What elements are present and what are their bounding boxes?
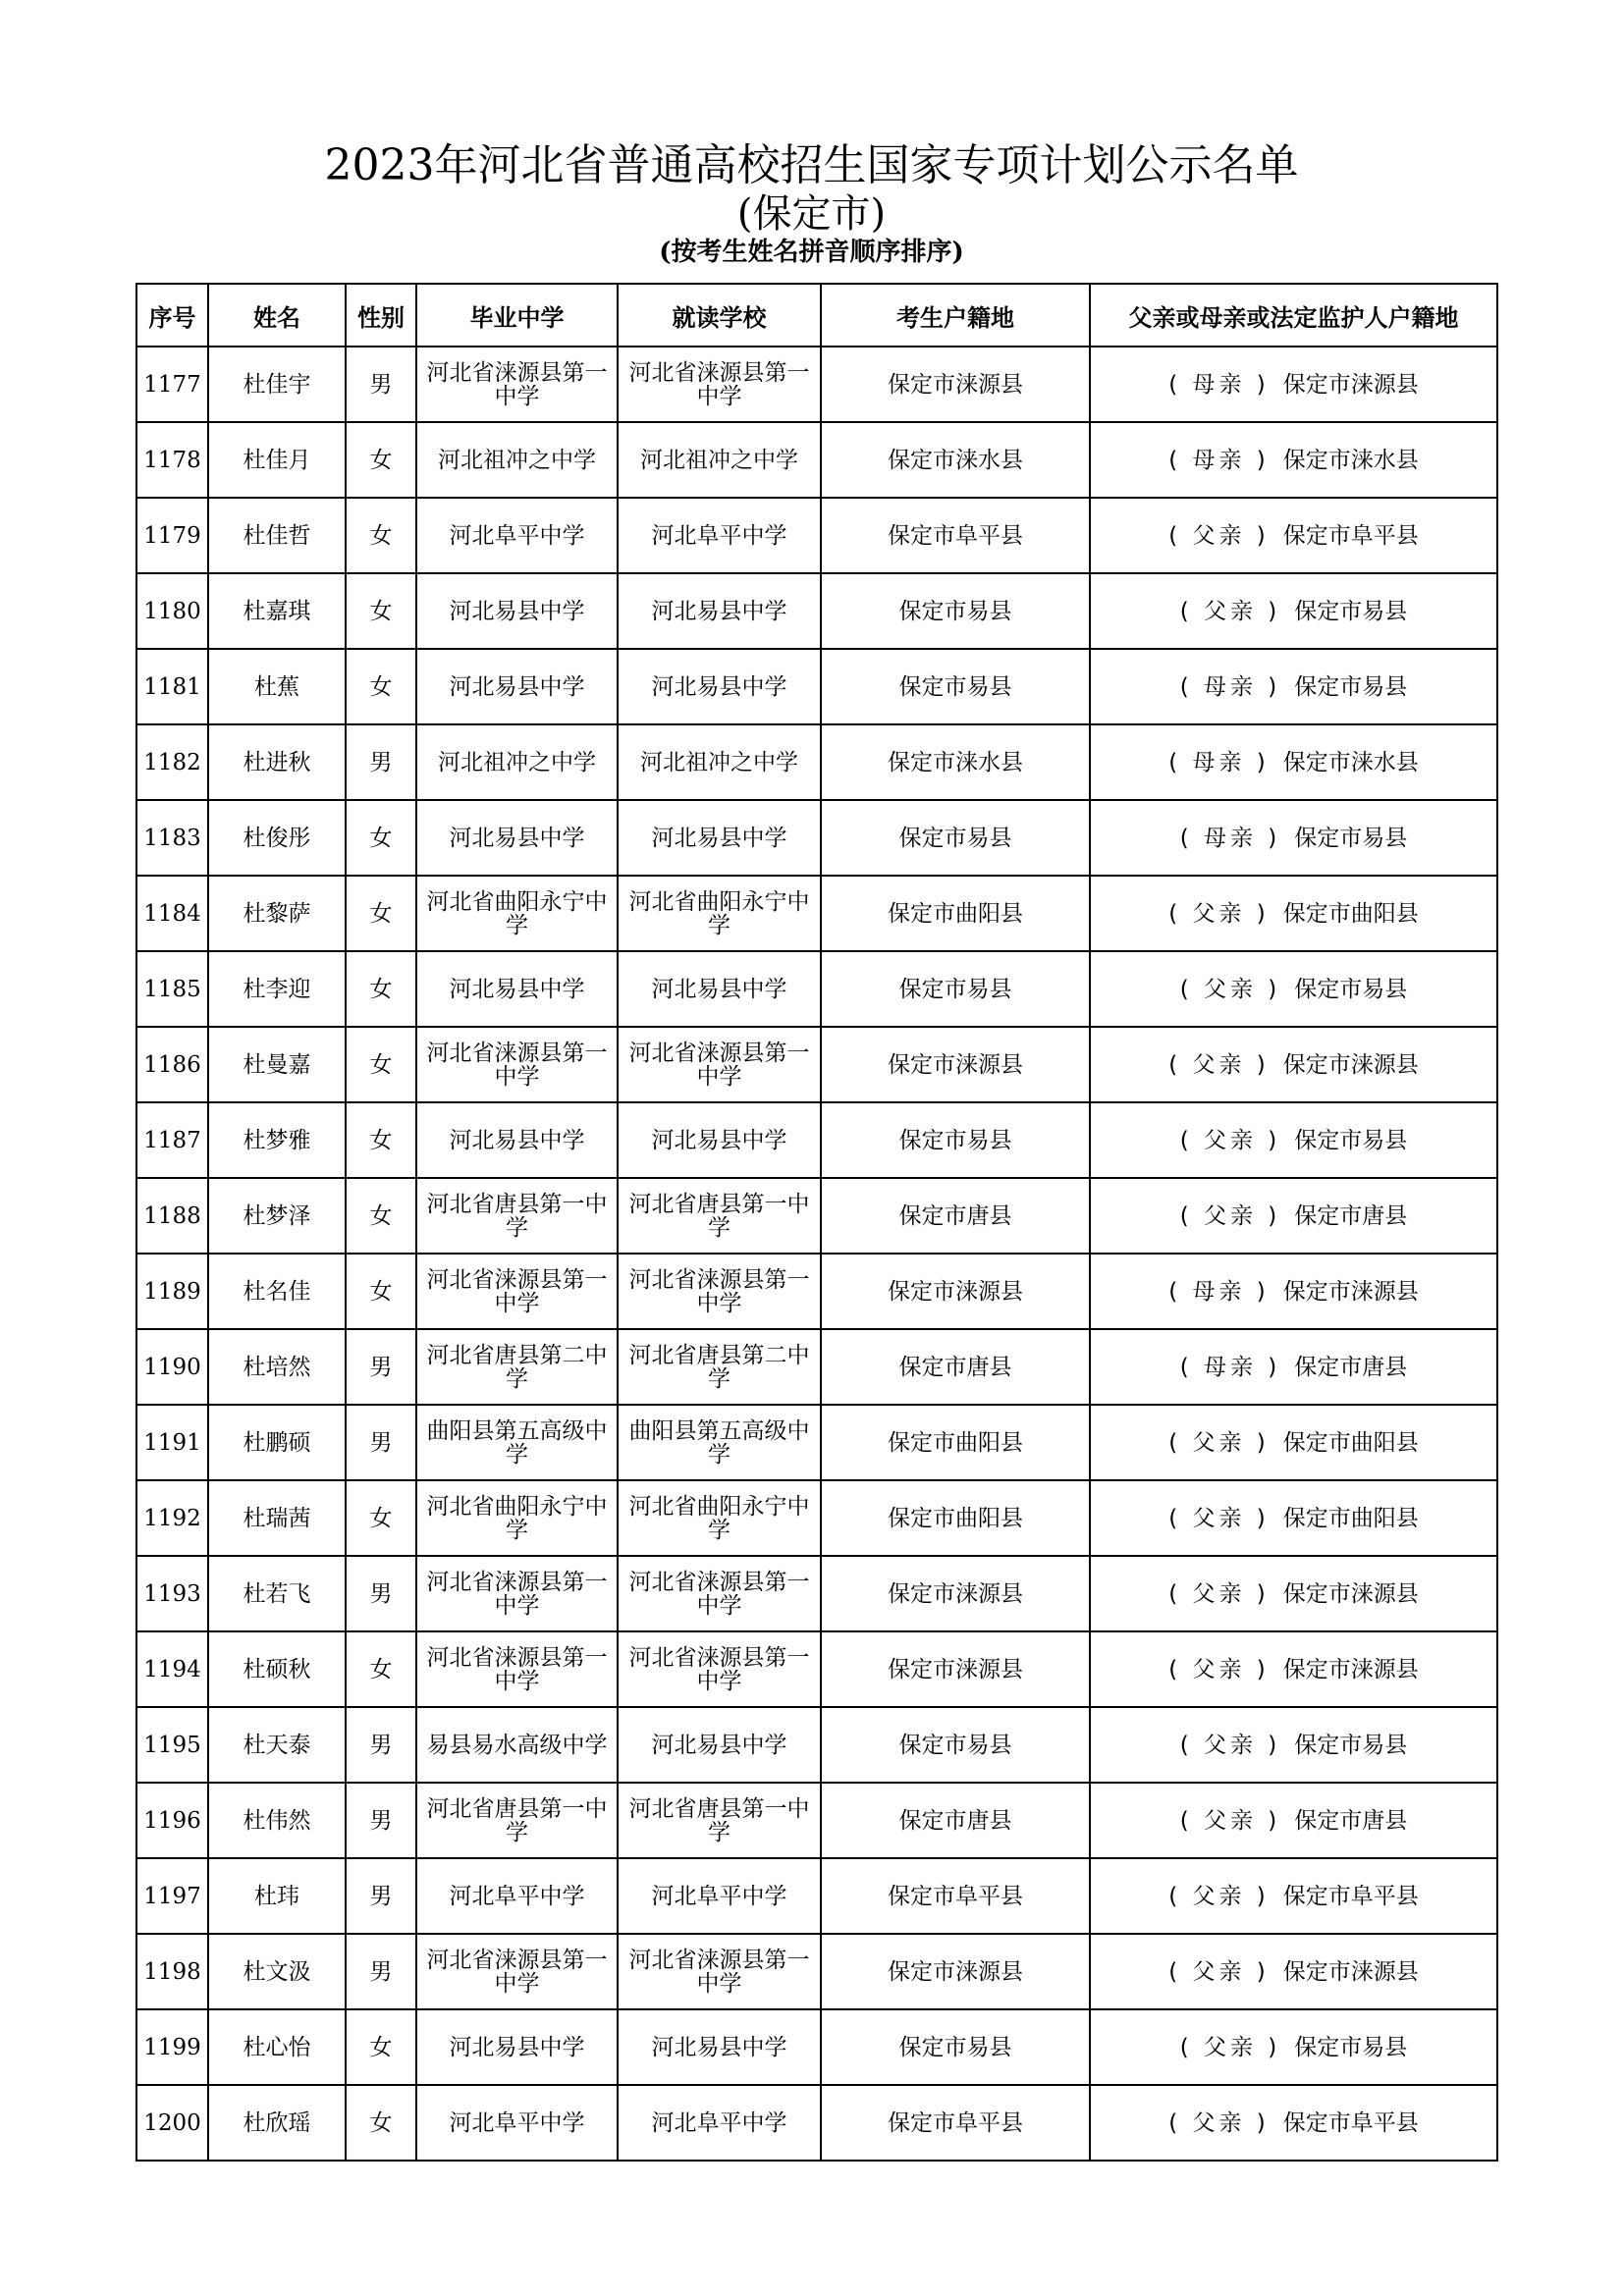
guardian-hukou-cell xyxy=(1090,1556,1497,1631)
guardian-hukou: 保定市唐县 xyxy=(1294,1354,1408,1380)
guardian-hukou: 保定市涞水县 xyxy=(1282,447,1419,473)
graduation-school: 河北省曲阳永宁中学 xyxy=(416,1480,618,1556)
table-row xyxy=(136,876,1497,951)
student-name: 杜伟然 xyxy=(208,1783,346,1858)
student-name: 杜佳宇 xyxy=(208,347,346,422)
guardian-hukou-cell xyxy=(1090,1178,1497,1254)
guardian-hukou: 保定市曲阳县 xyxy=(1282,1429,1419,1456)
guardian-hukou: 保定市阜平县 xyxy=(1282,1883,1419,1909)
student-gender: 男 xyxy=(346,1556,416,1631)
table-row xyxy=(136,573,1497,649)
current-school: 河北易县中学 xyxy=(618,1102,821,1178)
guardian-hukou-cell xyxy=(1090,1480,1497,1556)
graduation-school: 河北祖冲之中学 xyxy=(416,724,618,800)
student-name: 杜嘉琪 xyxy=(208,573,346,649)
row-number: 1198 xyxy=(136,1934,208,2009)
guardian-hukou: 保定市易县 xyxy=(1294,1127,1408,1153)
table-row xyxy=(136,1480,1497,1556)
table-row xyxy=(136,1707,1497,1783)
header-name: 姓名 xyxy=(208,284,346,347)
guardian-relation: ( 父亲 ) xyxy=(1168,2109,1270,2136)
row-number: 1188 xyxy=(136,1178,208,1254)
row-number: 1190 xyxy=(136,1329,208,1405)
graduation-school: 河北省唐县第二中学 xyxy=(416,1329,618,1405)
student-gender: 女 xyxy=(346,2009,416,2085)
guardian-hukou-cell xyxy=(1090,422,1497,498)
student-gender: 女 xyxy=(346,1178,416,1254)
student-gender: 女 xyxy=(346,876,416,951)
table-row xyxy=(136,1934,1497,2009)
guardian-hukou-cell xyxy=(1090,347,1497,422)
guardian-hukou-cell xyxy=(1090,498,1497,573)
current-school: 河北省唐县第一中学 xyxy=(618,1783,821,1858)
current-school: 河北省涞源县第一中学 xyxy=(618,347,821,422)
guardian-hukou-cell xyxy=(1090,1707,1497,1783)
guardian-relation: ( 母亲 ) xyxy=(1179,673,1281,700)
student-name: 杜心怡 xyxy=(208,2009,346,2085)
graduation-school: 河北省唐县第一中学 xyxy=(416,1178,618,1254)
table-row xyxy=(136,724,1497,800)
current-school: 河北祖冲之中学 xyxy=(618,422,821,498)
student-hukou: 保定市曲阳县 xyxy=(821,1405,1090,1480)
student-gender: 女 xyxy=(346,422,416,498)
graduation-school: 河北易县中学 xyxy=(416,951,618,1027)
row-number: 1191 xyxy=(136,1405,208,1480)
table-row xyxy=(136,800,1497,876)
guardian-relation: ( 父亲 ) xyxy=(1168,1958,1270,1985)
guardian-hukou-cell xyxy=(1090,1405,1497,1480)
current-school: 河北省涞源县第一中学 xyxy=(618,1254,821,1329)
current-school: 河北易县中学 xyxy=(618,951,821,1027)
guardian-hukou-cell xyxy=(1090,1254,1497,1329)
graduation-school: 河北祖冲之中学 xyxy=(416,422,618,498)
student-gender: 男 xyxy=(346,1934,416,2009)
student-gender: 男 xyxy=(346,1405,416,1480)
row-number: 1183 xyxy=(136,800,208,876)
guardian-hukou-cell xyxy=(1090,1329,1497,1405)
student-name: 杜培然 xyxy=(208,1329,346,1405)
table-row xyxy=(136,1102,1497,1178)
student-name: 杜文汲 xyxy=(208,1934,346,2009)
row-number: 1199 xyxy=(136,2009,208,2085)
student-name: 杜进秋 xyxy=(208,724,346,800)
row-number: 1189 xyxy=(136,1254,208,1329)
header-gender: 性别 xyxy=(346,284,416,347)
student-hukou: 保定市涞源县 xyxy=(821,1556,1090,1631)
student-gender: 女 xyxy=(346,800,416,876)
student-hukou: 保定市唐县 xyxy=(821,1783,1090,1858)
student-hukou: 保定市涞水县 xyxy=(821,724,1090,800)
guardian-relation: ( 母亲 ) xyxy=(1168,749,1270,775)
guardian-hukou-cell xyxy=(1090,800,1497,876)
document-title: 2023年河北省普通高校招生国家专项计划公示名单 xyxy=(324,140,1299,190)
student-name: 杜佳月 xyxy=(208,422,346,498)
student-name: 杜若飞 xyxy=(208,1556,346,1631)
graduation-school: 河北省曲阳永宁中学 xyxy=(416,876,618,951)
table-row xyxy=(136,498,1497,573)
student-name: 杜梦雅 xyxy=(208,1102,346,1178)
student-hukou: 保定市阜平县 xyxy=(821,1858,1090,1934)
student-hukou: 保定市涞源县 xyxy=(821,347,1090,422)
student-name: 杜梦泽 xyxy=(208,1178,346,1254)
table-row xyxy=(136,1783,1497,1858)
student-gender: 女 xyxy=(346,573,416,649)
row-number: 1185 xyxy=(136,951,208,1027)
guardian-relation: ( 父亲 ) xyxy=(1179,2034,1281,2060)
student-name: 杜玮 xyxy=(208,1858,346,1934)
guardian-relation: ( 父亲 ) xyxy=(1179,1807,1281,1834)
row-number: 1197 xyxy=(136,1858,208,1934)
student-hukou: 保定市涞源县 xyxy=(821,1631,1090,1707)
table-row xyxy=(136,951,1497,1027)
guardian-hukou: 保定市唐县 xyxy=(1294,1807,1408,1834)
student-hukou: 保定市阜平县 xyxy=(821,2085,1090,2161)
student-hukou: 保定市易县 xyxy=(821,573,1090,649)
header-guardian-hukou: 父亲或母亲或法定监护人户籍地 xyxy=(1090,284,1497,347)
guardian-hukou-cell xyxy=(1090,2085,1497,2161)
graduation-school: 河北阜平中学 xyxy=(416,2085,618,2161)
student-gender: 男 xyxy=(346,1329,416,1405)
guardian-relation: ( 母亲 ) xyxy=(1168,447,1270,473)
current-school: 河北易县中学 xyxy=(618,2009,821,2085)
current-school: 河北祖冲之中学 xyxy=(618,724,821,800)
student-gender: 男 xyxy=(346,347,416,422)
guardian-relation: ( 父亲 ) xyxy=(1179,1732,1281,1758)
current-school: 河北易县中学 xyxy=(618,573,821,649)
student-name: 杜黎萨 xyxy=(208,876,346,951)
graduation-school: 曲阳县第五高级中学 xyxy=(416,1405,618,1480)
student-gender: 女 xyxy=(346,649,416,724)
guardian-hukou-cell xyxy=(1090,1102,1497,1178)
guardian-hukou: 保定市阜平县 xyxy=(1282,2109,1419,2136)
table-row xyxy=(136,1858,1497,1934)
guardian-hukou: 保定市阜平县 xyxy=(1282,522,1419,549)
student-hukou: 保定市唐县 xyxy=(821,1178,1090,1254)
current-school: 河北省涞源县第一中学 xyxy=(618,1027,821,1102)
guardian-hukou-cell xyxy=(1090,951,1497,1027)
guardian-relation: ( 母亲 ) xyxy=(1168,371,1270,398)
student-hukou: 保定市涞源县 xyxy=(821,1934,1090,2009)
table-row xyxy=(136,1254,1497,1329)
header-student-hukou: 考生户籍地 xyxy=(821,284,1090,347)
student-hukou: 保定市涞水县 xyxy=(821,422,1090,498)
guardian-hukou: 保定市涞源县 xyxy=(1282,1656,1419,1682)
guardian-relation: ( 父亲 ) xyxy=(1168,522,1270,549)
row-number: 1184 xyxy=(136,876,208,951)
guardian-hukou: 保定市易县 xyxy=(1294,2034,1408,2060)
table-header xyxy=(136,284,1497,347)
guardian-hukou: 保定市涞源县 xyxy=(1282,1051,1419,1078)
guardian-hukou: 保定市涞源县 xyxy=(1282,371,1419,398)
guardian-hukou: 保定市易县 xyxy=(1294,673,1408,700)
graduation-school: 河北阜平中学 xyxy=(416,498,618,573)
header-number: 序号 xyxy=(136,284,208,347)
guardian-hukou-cell xyxy=(1090,2009,1497,2085)
current-school: 河北省涞源县第一中学 xyxy=(618,1934,821,2009)
document-sort-note: (按考生姓名拼音顺序排序) xyxy=(659,238,964,267)
row-number: 1194 xyxy=(136,1631,208,1707)
table-row xyxy=(136,1631,1497,1707)
student-hukou: 保定市唐县 xyxy=(821,1329,1090,1405)
guardian-hukou: 保定市易县 xyxy=(1294,1732,1408,1758)
student-hukou: 保定市曲阳县 xyxy=(821,876,1090,951)
student-gender: 女 xyxy=(346,1631,416,1707)
graduation-school: 河北省涞源县第一中学 xyxy=(416,1631,618,1707)
row-number: 1181 xyxy=(136,649,208,724)
table-body xyxy=(136,347,1497,2161)
row-number: 1178 xyxy=(136,422,208,498)
guardian-hukou: 保定市涞源县 xyxy=(1282,1958,1419,1985)
student-name: 杜天泰 xyxy=(208,1707,346,1783)
graduation-school: 河北省涞源县第一中学 xyxy=(416,347,618,422)
roster-table xyxy=(135,283,1498,2162)
row-number: 1192 xyxy=(136,1480,208,1556)
current-school: 河北省曲阳永宁中学 xyxy=(618,1480,821,1556)
guardian-relation: ( 父亲 ) xyxy=(1179,1202,1281,1229)
table-row xyxy=(136,1329,1497,1405)
student-hukou: 保定市涞源县 xyxy=(821,1027,1090,1102)
student-hukou: 保定市曲阳县 xyxy=(821,1480,1090,1556)
guardian-relation: ( 母亲 ) xyxy=(1179,1354,1281,1380)
student-name: 杜俊彤 xyxy=(208,800,346,876)
guardian-hukou: 保定市易县 xyxy=(1294,976,1408,1002)
student-gender: 女 xyxy=(346,2085,416,2161)
current-school: 河北省唐县第一中学 xyxy=(618,1178,821,1254)
graduation-school: 河北省唐县第一中学 xyxy=(416,1783,618,1858)
current-school: 河北省涞源县第一中学 xyxy=(618,1556,821,1631)
guardian-hukou-cell xyxy=(1090,1934,1497,2009)
student-name: 杜名佳 xyxy=(208,1254,346,1329)
row-number: 1177 xyxy=(136,347,208,422)
table-row xyxy=(136,1178,1497,1254)
student-gender: 女 xyxy=(346,1102,416,1178)
student-gender: 女 xyxy=(346,1480,416,1556)
row-number: 1195 xyxy=(136,1707,208,1783)
guardian-relation: ( 父亲 ) xyxy=(1168,1505,1270,1531)
row-number: 1200 xyxy=(136,2085,208,2161)
guardian-relation: ( 父亲 ) xyxy=(1179,1127,1281,1153)
student-hukou: 保定市涞源县 xyxy=(821,1254,1090,1329)
guardian-hukou-cell xyxy=(1090,1858,1497,1934)
student-gender: 男 xyxy=(346,1707,416,1783)
table-row xyxy=(136,2085,1497,2161)
current-school: 河北易县中学 xyxy=(618,800,821,876)
graduation-school: 河北省涞源县第一中学 xyxy=(416,1027,618,1102)
graduation-school: 河北省涞源县第一中学 xyxy=(416,1934,618,2009)
current-school: 曲阳县第五高级中学 xyxy=(618,1405,821,1480)
current-school: 河北易县中学 xyxy=(618,1707,821,1783)
graduation-school: 河北省涞源县第一中学 xyxy=(416,1556,618,1631)
row-number: 1187 xyxy=(136,1102,208,1178)
student-hukou: 保定市易县 xyxy=(821,2009,1090,2085)
row-number: 1196 xyxy=(136,1783,208,1858)
guardian-relation: ( 父亲 ) xyxy=(1179,976,1281,1002)
student-gender: 男 xyxy=(346,1783,416,1858)
student-hukou: 保定市阜平县 xyxy=(821,498,1090,573)
graduation-school: 河北省涞源县第一中学 xyxy=(416,1254,618,1329)
table-row xyxy=(136,422,1497,498)
guardian-hukou: 保定市曲阳县 xyxy=(1282,1505,1419,1531)
current-school: 河北省唐县第二中学 xyxy=(618,1329,821,1405)
graduation-school: 河北阜平中学 xyxy=(416,1858,618,1934)
student-gender: 女 xyxy=(346,1027,416,1102)
student-gender: 男 xyxy=(346,724,416,800)
table-row xyxy=(136,1556,1497,1631)
student-name: 杜瑞茜 xyxy=(208,1480,346,1556)
guardian-hukou: 保定市曲阳县 xyxy=(1282,900,1419,927)
student-name: 杜硕秋 xyxy=(208,1631,346,1707)
header-graduation-school: 毕业中学 xyxy=(416,284,618,347)
graduation-school: 河北易县中学 xyxy=(416,1102,618,1178)
guardian-hukou-cell xyxy=(1090,1631,1497,1707)
student-hukou: 保定市易县 xyxy=(821,1102,1090,1178)
current-school: 河北阜平中学 xyxy=(618,498,821,573)
current-school: 河北省涞源县第一中学 xyxy=(618,1631,821,1707)
guardian-relation: ( 父亲 ) xyxy=(1168,1580,1270,1607)
guardian-hukou: 保定市易县 xyxy=(1294,598,1408,624)
guardian-hukou-cell xyxy=(1090,1783,1497,1858)
table-row xyxy=(136,347,1497,422)
current-school: 河北阜平中学 xyxy=(618,1858,821,1934)
current-school: 河北省曲阳永宁中学 xyxy=(618,876,821,951)
guardian-relation: ( 母亲 ) xyxy=(1168,1278,1270,1305)
guardian-hukou: 保定市涞源县 xyxy=(1282,1580,1419,1607)
student-hukou: 保定市易县 xyxy=(821,951,1090,1027)
student-name: 杜曼嘉 xyxy=(208,1027,346,1102)
student-gender: 男 xyxy=(346,1858,416,1934)
guardian-hukou: 保定市涞源县 xyxy=(1282,1278,1419,1305)
row-number: 1193 xyxy=(136,1556,208,1631)
student-gender: 女 xyxy=(346,951,416,1027)
guardian-relation: ( 父亲 ) xyxy=(1168,1656,1270,1682)
guardian-hukou-cell xyxy=(1090,649,1497,724)
graduation-school: 河北易县中学 xyxy=(416,800,618,876)
student-gender: 女 xyxy=(346,1254,416,1329)
guardian-relation: ( 父亲 ) xyxy=(1179,598,1281,624)
table-row xyxy=(136,1405,1497,1480)
table-row xyxy=(136,2009,1497,2085)
guardian-hukou-cell xyxy=(1090,573,1497,649)
student-name: 杜欣瑶 xyxy=(208,2085,346,2161)
row-number: 1179 xyxy=(136,498,208,573)
guardian-relation: ( 母亲 ) xyxy=(1179,825,1281,851)
table-row xyxy=(136,649,1497,724)
student-name: 杜佳哲 xyxy=(208,498,346,573)
guardian-hukou: 保定市唐县 xyxy=(1294,1202,1408,1229)
guardian-hukou: 保定市易县 xyxy=(1294,825,1408,851)
student-name: 杜李迎 xyxy=(208,951,346,1027)
student-name: 杜鹏硕 xyxy=(208,1405,346,1480)
student-name: 杜蕉 xyxy=(208,649,346,724)
student-hukou: 保定市易县 xyxy=(821,649,1090,724)
row-number: 1182 xyxy=(136,724,208,800)
guardian-relation: ( 父亲 ) xyxy=(1168,1051,1270,1078)
guardian-relation: ( 父亲 ) xyxy=(1168,1883,1270,1909)
student-hukou: 保定市易县 xyxy=(821,800,1090,876)
student-hukou: 保定市易县 xyxy=(821,1707,1090,1783)
guardian-hukou: 保定市涞水县 xyxy=(1282,749,1419,775)
guardian-relation: ( 父亲 ) xyxy=(1168,1429,1270,1456)
table-row xyxy=(136,1027,1497,1102)
guardian-relation: ( 父亲 ) xyxy=(1168,900,1270,927)
header-current-school: 就读学校 xyxy=(618,284,821,347)
guardian-hukou-cell xyxy=(1090,724,1497,800)
graduation-school: 河北易县中学 xyxy=(416,573,618,649)
row-number: 1180 xyxy=(136,573,208,649)
guardian-hukou-cell xyxy=(1090,1027,1497,1102)
current-school: 河北阜平中学 xyxy=(618,2085,821,2161)
current-school: 河北易县中学 xyxy=(618,649,821,724)
graduation-school: 易县易水高级中学 xyxy=(416,1707,618,1783)
graduation-school: 河北易县中学 xyxy=(416,649,618,724)
guardian-hukou-cell xyxy=(1090,876,1497,951)
graduation-school: 河北易县中学 xyxy=(416,2009,618,2085)
student-gender: 女 xyxy=(346,498,416,573)
row-number: 1186 xyxy=(136,1027,208,1102)
document-city: (保定市) xyxy=(736,191,887,237)
header-row xyxy=(136,284,1497,347)
